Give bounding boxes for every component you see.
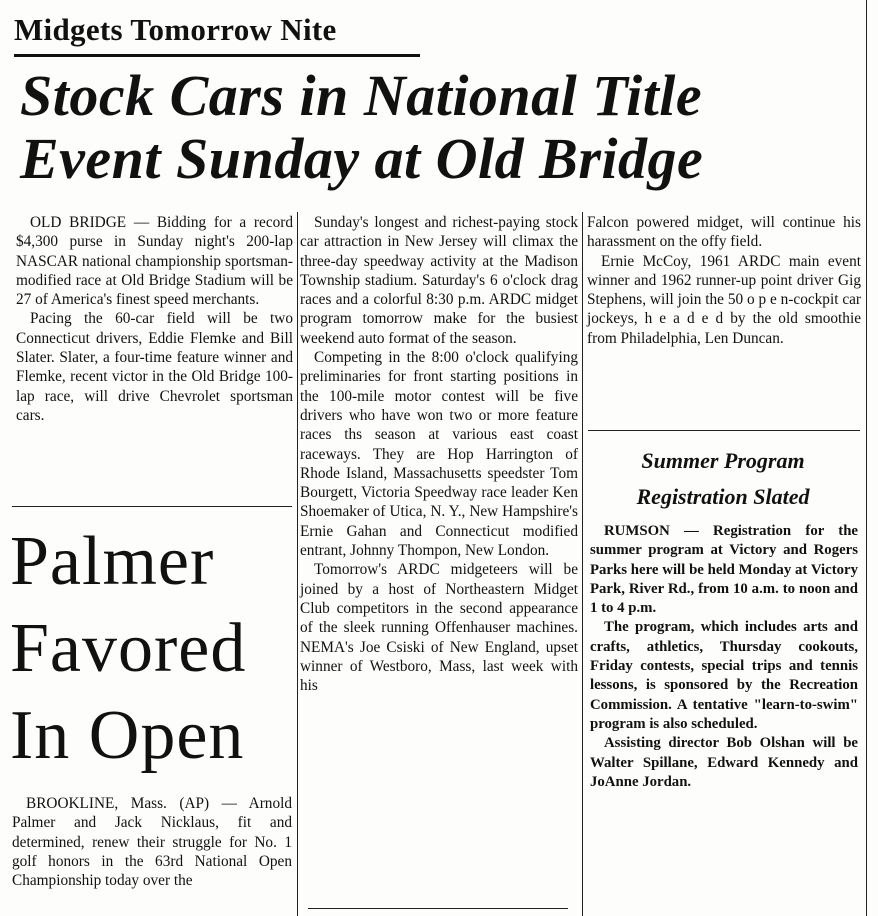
kicker-headline: Midgets Tomorrow Nite <box>14 6 420 57</box>
article-paragraph: Competing in the 8:00 o'clock qualifying preliminaries for front starting positions in the 100-mile motor contest will be five drivers who have won two or more feature races ths season at various east coast raceways. They are Hop Harrington of Rhode Island, Massachusetts speedster Tom Bourgett, Victoria Speedway race leader Ken Shoemaker of Utica, N. Y., New Hampshire's Ernie Gahan and Connecticut modified entrant, Johnny Thompon, New London. <box>300 349 578 560</box>
palmer-headline-line: Palmer <box>10 523 215 600</box>
article-paragraph: BROOKLINE, Mass. (AP) — Arnold Palmer and Jack Nicklaus, fit and determined, renew their struggle for No. 1 golf honors in the 63rd National Open Championship today over the <box>12 795 292 890</box>
palmer-headline-line: In Open <box>10 697 245 774</box>
palmer-headline-line: Favored <box>10 610 247 687</box>
section-rule-bottom-center <box>308 908 568 909</box>
article-paragraph: Assisting director Bob Olshan will be Walter Spillane, Edward Kennedy and JoAnne Jordan. <box>590 735 858 790</box>
article-column-3 <box>587 213 861 348</box>
article-paragraph: Pacing the 60-car field will be two Connecticut drivers, Eddie Flemke and Bill Slater. Slater, a four-time feature winner and Flemke, recent victor in the Old Bridge 100-lap race, will drive Chevrolet sportsman cars. <box>16 310 293 424</box>
section-rule-left <box>12 506 292 507</box>
page-edge-rule <box>866 0 867 916</box>
summer-headline-line: Summer Program <box>641 448 805 473</box>
article-paragraph: The program, which includes arts and crafts, athletics, Thursday cookouts, Friday contests, special trips and tennis lessons, is sponsored by the Recreation Commission. A tentative "learn-to-swim" program is also scheduled. <box>590 619 858 732</box>
summer-headline <box>588 443 858 515</box>
article-paragraph: RUMSON — Registration for the summer program at Victory and Rogers Parks here will be held Monday at Victory Park, River Rd., from 10 a.m. to noon and 1 to 4 p.m. <box>590 523 858 617</box>
article-paragraph: Falcon powered midget, will continue his harassment on the offy field. <box>587 214 861 251</box>
column-rule-2 <box>582 212 583 916</box>
column-rule-1 <box>297 212 298 916</box>
article-paragraph: Ernie McCoy, 1961 ARDC main event winner and 1962 runner-up point driver Gig Stephens, will join the 50 o p e n-cockpit car jockeys, h e a d e d by the old smoothie from Philadelphia, Len Duncan. <box>587 252 861 347</box>
palmer-article <box>12 794 292 890</box>
article-column-2 <box>300 213 578 695</box>
article-column-1 <box>16 213 293 425</box>
article-paragraph: Tomorrow's ARDC midgeteers will be joined by a host of Northeastern Midget Club competitors in the second appearance of the sleek running Offenhauser machines. NEMA's Joe Csiski of New England, upset winner of Westboro, Mass, last week with his <box>300 561 578 695</box>
summer-headline-line: Registration Slated <box>636 484 810 509</box>
main-headline-line-2: Event Sunday at Old Bridge <box>20 126 704 191</box>
summer-article <box>590 522 858 792</box>
main-headline <box>20 64 850 190</box>
article-paragraph: OLD BRIDGE — Bidding for a record $4,300 purse in Sunday night's 200-lap NASCAR national championship sportsman-modified race at Old Bridge Stadium will be 27 of America's finest speed merchants. <box>16 214 293 309</box>
main-headline-line-1: Stock Cars in National Title <box>20 63 703 128</box>
article-paragraph: Sunday's longest and richest-paying stock car attraction in New Jersey will climax the three-day speedway activity at the Madison Township stadium. Saturday's 6 o'clock drag races and a colorful 8:30 p.m. ARDC midget program tomorrow make for the busiest weekend auto format of the season. <box>300 214 578 347</box>
palmer-headline <box>10 518 290 779</box>
section-rule-right <box>588 430 860 431</box>
